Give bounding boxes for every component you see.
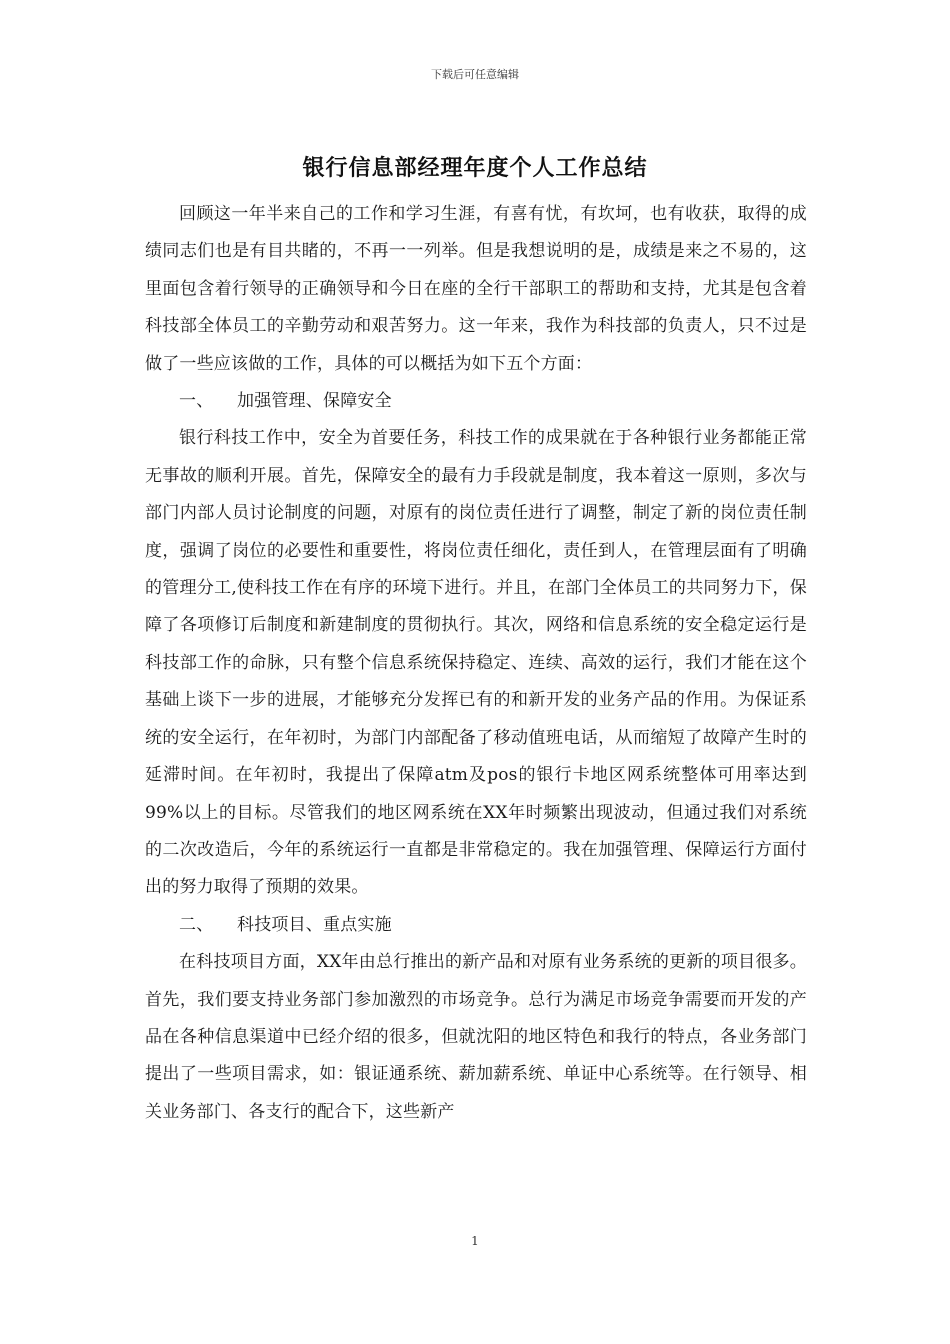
- section-heading-2: [145, 907, 807, 944]
- document-body: [145, 196, 807, 1131]
- section-title-2: 科技项目、重点实施: [237, 914, 392, 935]
- paragraph-intro: 回顾这一年半来自己的工作和学习生涯，有喜有忧，有坎坷，也有收获，取得的成绩同志们也是有目共睹的，不再一一列举。但是我想说明的是，成绩是来之不易的，这里面包含着行领导的正确领导和今日在座的全行干部职工的帮助和支持，尤其是包含着科技部全体员工的辛勤劳动和艰苦努力。这一年来，我作为科技部的负责人，只不过是做了一些应该做的工作，具体的可以概括为如下五个方面：: [145, 204, 807, 374]
- header-note: 下载后可任意编辑: [431, 68, 519, 81]
- paragraph-section-2: 在科技项目方面，XX年由总行推出的新产品和对原有业务系统的更新的项目很多。首先，我们要支持业务部门参加激烈的市场竞争。总行为满足市场竞争需要而开发的产品在各种信息渠道中已经介绍的很多，但就沈阳的地区特色和我行的特点，各业务部门提出了一些项目需求，如：银证通系统、薪加薪系统、单证中心系统等。在行领导、相关业务部门、各支行的配合下，这些新产: [145, 952, 807, 1122]
- document-title: 银行信息部经理年度个人工作总结: [302, 155, 648, 181]
- page-number: 1: [471, 1234, 479, 1248]
- section-title-1: 加强管理、保障安全: [237, 391, 392, 412]
- section-heading-1: [145, 383, 807, 420]
- section-number-1: 一、: [179, 391, 214, 412]
- section-number-2: 二、: [179, 914, 214, 935]
- paragraph-section-1: 银行科技工作中，安全为首要任务，科技工作的成果就在于各种银行业务都能正常无事故的顺利开展。首先，保障安全的最有力手段就是制度，我本着这一原则，多次与部门内部人员讨论制度的问题，对原有的岗位责任进行了调整，制定了新的岗位责任制度，强调了岗位的必要性和重要性，将岗位责任细化，责任到人，在管理层面有了明确的管理分工,使科技工作在有序的环境下进行。并且，在部门全体员工的共同努力下，保障了各项修订后制度和新建制度的贯彻执行。其次，网络和信息系统的安全稳定运行是科技部工作的命脉，只有整个信息系统保持稳定、连续、高效的运行，我们才能在这个基础上谈下一步的进展，才能够充分发挥已有的和新开发的业务产品的作用。为保证系统的安全运行，在年初时，为部门内部配备了移动值班电话，从而缩短了故障产生时的延滞时间。在年初时，我提出了保障atm及pos的银行卡地区网系统整体可用率达到99%以上的目标。尽管我们的地区网系统在XX年时频繁出现波动，但通过我们对系统的二次改造后，今年的系统运行一直都是非常稳定的。我在加强管理、保障运行方面付出的努力取得了预期的效果。: [145, 428, 807, 898]
